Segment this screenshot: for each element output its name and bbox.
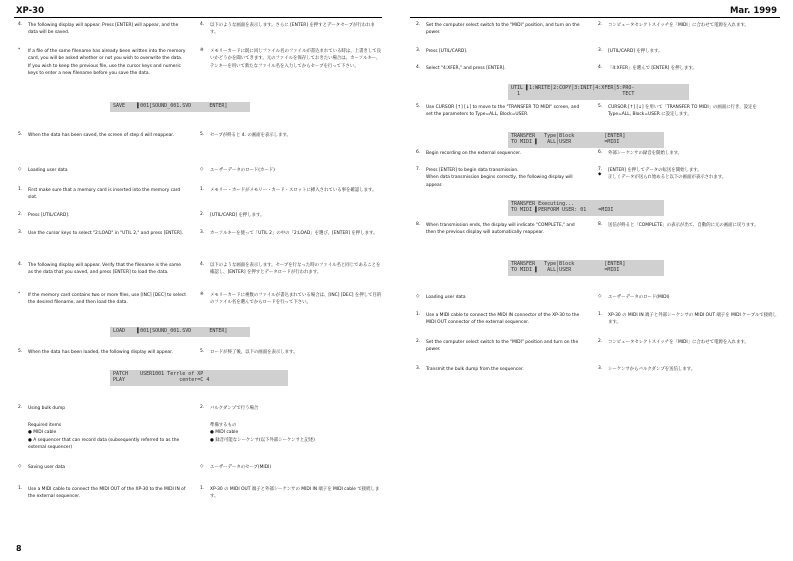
step-number-japanese: 3. [200, 230, 205, 235]
step-text-japanese: [UTIL/CARD] を押します。 [210, 213, 265, 218]
step-text-japanese: コンピュータセレクトスイッチを「MIDI」に合わせて電源を入れます。 [608, 23, 749, 28]
step-text-japanese: バルクダンプで行う場合 [210, 406, 259, 411]
step-number-japanese: 8. [598, 222, 603, 227]
step-text-japanese: 以下のような画面を表示します。セーブを行なった時のファイル名と同じであることを確認し、[ENTER] を押すとデータロードが行われます。 [210, 263, 381, 276]
step-text-japanese: CURSOR [↑] [↓] を用いて「TRANSFER TO MIDI」の画面に行き、設定を Type=ALL, Block=USER に設定します。 [608, 105, 757, 118]
lcd-display: LOAD ▌001[SOUND_001.SVD ENTER] [110, 327, 250, 337]
step-number-japanese: 4. [598, 65, 603, 70]
step-number: 3. [18, 230, 23, 235]
lcd-display: PATCH USER1001 Terrle of XP PLAY center=C 4 [110, 370, 288, 386]
step-text-english: When transmission ends, the display will indicate "COMPLETE," and then the previous display will automatically reappear. [426, 223, 575, 236]
step-number: 4. [416, 65, 421, 70]
step-number: 1. [416, 312, 421, 317]
step-number-japanese: 1. [598, 312, 603, 317]
step-number: 1. [18, 187, 23, 192]
step-number: 2. [416, 22, 421, 27]
step-number: 5. [416, 104, 421, 109]
step-number-japanese: 4. [200, 22, 205, 27]
step-text-japanese: ユーザーデータのロード(カード) [210, 168, 275, 173]
step-text-japanese: メモリーカードに既に同じファイル名のファイルが書込まれている時は、上書きして良いかどうかを聞いてきます。元のファイルを保存しておきたい場合は、カーソルキー、テンキーを用いて新たなファイル名を入力してからセーブを行って下さい。 [210, 49, 381, 69]
step-text-japanese: ユーザーデータのロード(MIDI) [608, 295, 670, 300]
step-number: 4. [18, 22, 23, 27]
header-rule-left [14, 17, 382, 18]
step-number-japanese: ※ [200, 48, 204, 53]
step-number: 6. [416, 150, 421, 155]
step-number-japanese: 1. [200, 486, 205, 491]
step-number-japanese: 5. [598, 104, 603, 109]
step-text-japanese: 外部シーケンサの録音を開始します。 [608, 151, 683, 156]
step-text-english: Use a MIDI cable to connect the MIDI OUT of the XP-30 to the MIDI IN of the external sequencer. [28, 487, 186, 500]
header-rule-right [410, 17, 780, 18]
step-text-english: Loading user data [28, 168, 68, 173]
step-text-japanese: [UTIL/CARD] を押します。 [608, 49, 663, 54]
step-number: 2. [18, 405, 23, 410]
step-text-japanese: XP-30 の MIDI IN 端子と外部シーケンサの MIDI OUT 端子を MIDI ケーブルで接続します。 [608, 313, 777, 326]
step-text-english: If a file of the same filename has already been written into the memory card, you will be asked whether or not you wish to overwrite the data. If you wish to keep the previous file, use the cursor keys and numeric keys to enter a new filename before you save the data. [28, 49, 186, 77]
step-text-japanese: セーブが終ると 4. の画面を表示します。 [210, 133, 291, 138]
step-number: * [18, 292, 21, 297]
step-text-english: Use the cursor keys to select "2:LOAD" in "UTIL 2," and press [ENTER]. [28, 231, 184, 236]
step-text-japanese: 「4:XFER」を選んで [ENTER] を押します。 [608, 66, 697, 71]
step-text-english: Begin recording on the external sequencer. [426, 151, 521, 156]
step-number: ◇ [416, 294, 420, 299]
step-text-english: If the memory card contains two or more files, use [INC] [DEC] to select the desired filename, and then load the data. [28, 293, 186, 306]
lcd-display: TRANSFER Type│Block [ENTER] TO MIDI ▌ ALL│USER =MIDI [508, 260, 664, 276]
step-number-japanese: 5. [200, 349, 205, 354]
step-number: 4. [18, 262, 23, 267]
step-text-english: Set the computer select switch to the "MIDI" position and turn on the power. [426, 340, 579, 353]
step-text-japanese: 準備するもの ● MIDI cable ● 録音可能なシーケンサ(以下外部シーケンサと記述) [210, 423, 315, 443]
step-number-japanese: 3. [598, 48, 603, 53]
step-text-english: Press [ENTER] to begin data transmission. When data transmission begins correctly, the following display will appear. [426, 168, 573, 188]
step-text-japanese: 以下のような画面を表示します。さらに [ENTER] を押すとデータセーブが行われます。 [210, 23, 375, 36]
step-number-japanese: 2. [200, 405, 205, 410]
step-text-japanese: メモリー・カードがメモリー・カード・スロットに挿入されている事を確認します。 [210, 188, 377, 193]
step-number-japanese: 2. [598, 22, 603, 27]
header-date: Mar. 1999 [729, 6, 777, 16]
step-number: 2. [18, 212, 23, 217]
step-text-english: Using bulk dump [28, 406, 66, 411]
step-text-english: First make sure that a memory card is inserted into the memory card slot. [28, 188, 181, 201]
step-number: 2. [416, 339, 421, 344]
lcd-display: TRANSFER Type│Block [ENTER] TO MIDI ▌ ALL│USER =MIDI [508, 132, 664, 148]
step-text-english: Select "4:XFER," and press [ENTER]. [426, 66, 506, 71]
step-number: 1. [18, 486, 23, 491]
step-number: 5. [18, 132, 23, 137]
step-text-english: When the data has been saved, the screen of step 4 will reappear. [28, 133, 175, 138]
step-number-japanese: 2. [598, 339, 603, 344]
step-number: ◇ [18, 464, 22, 469]
step-number-japanese: ※ [200, 292, 204, 297]
lcd-display: TRANSFER Executing... TO MIDI ▌PERFORM USER: 01 =MIDI [508, 200, 664, 216]
step-text-japanese: ユーザーデータのセーブ(MIDI) [210, 465, 272, 470]
step-text-english: Use CURSOR [↑] [↓] to move to the "TRANSFER TO MIDI" screen, and set the parameters to Type=ALL, Block=USER. [426, 105, 580, 118]
step-number-japanese: 1. [200, 187, 205, 192]
step-text-japanese: コンピュータセレクトスイッチを「MIDI」に合わせて電源を入れます。 [608, 340, 749, 345]
step-text-japanese: XP-30 の MIDI OUT 端子と外部シーケンサの MIDI IN 端子を MIDI cable で接続します。 [210, 487, 380, 500]
step-number: 3. [416, 366, 421, 371]
step-text-japanese: ロードが終了後、以下の画面を表示します。 [210, 350, 298, 355]
step-number-japanese: 3. [598, 366, 603, 371]
step-number: ◇ [18, 167, 22, 172]
page-number: 8 [16, 544, 22, 553]
step-number-japanese: 4. [200, 262, 205, 267]
step-number: 5. [18, 349, 23, 354]
step-text-english: Saving user data [28, 465, 66, 470]
step-text-english: Press [UTIL/CARD]. [28, 213, 70, 218]
lcd-display: SAVE ▌001[SOUND_001.SVD ENTER] [110, 102, 250, 112]
step-text-english: Transmit the bulk dump from the sequencer. [426, 367, 524, 372]
step-number: 3. [416, 48, 421, 53]
step-number-japanese: 5. [200, 132, 205, 137]
step-text-english: The following display will appear. Verify that the filename is the same as the data that you saved, and press [ENTER] to load the data. [28, 263, 181, 276]
step-text-japanese: メモリーカードに複数のファイルが書込まれている場合は、[INC] [DEC] を押して目的のファイル名を選んでからロードを行って下さい。 [210, 293, 382, 306]
step-text-japanese: [ENTER] を押してデータの転送を開始します。 正しくデータが送られ始めると以下の画面が表示されます。 [608, 168, 727, 181]
step-number-japanese: ◇ [200, 167, 204, 172]
header-title: XP-30 [16, 6, 44, 16]
step-number-japanese: 2. [200, 212, 205, 217]
step-number: 8. [416, 222, 421, 227]
step-number-japanese: ◇ [598, 294, 602, 299]
step-text-english: Set the computer select switch to the "MIDI" position, and turn on the power. [426, 23, 580, 36]
step-number-japanese: ◇ [200, 464, 204, 469]
step-text-english: Press [UTIL/CARD]. [426, 49, 468, 54]
step-number: 7. [416, 167, 421, 172]
step-number-japanese: 7. ◆ [598, 167, 603, 177]
step-text-english: Required items ● MIDI cable ● A sequencer that can record data (subsequently referred to as the external sequencer) [28, 423, 180, 451]
step-text-english: Use a MIDI cable to connect the MIDI IN connector of the XP-30 to the MIDI OUT connector of the external sequencer. [426, 313, 580, 326]
step-text-japanese: 送信が終ると「COMPLETE」の表示が出て、自動的に元の画面に戻ります。 [608, 223, 759, 228]
step-text-japanese: カーソルキーを使って「UTIL 2」の中の「2:LOAD」を選び、[ENTER] を押します。 [210, 231, 378, 236]
step-text-english: When the data has been loaded, the following display will appear. [28, 350, 173, 355]
step-number-japanese: 6. [598, 150, 603, 155]
step-number: * [18, 48, 21, 53]
step-text-english: The following display will appear. Press [ENTER] will appear, and the data will be saved. [28, 23, 179, 36]
lcd-display: UTIL ▌1:WRITE│2:COPY│3:INIT│4:XFER│5:PRO- 1 TECT [508, 84, 689, 100]
step-text-japanese: シーケンサからバルクダンプを送信します。 [608, 367, 696, 372]
step-text-english: Loading user data [426, 295, 466, 300]
